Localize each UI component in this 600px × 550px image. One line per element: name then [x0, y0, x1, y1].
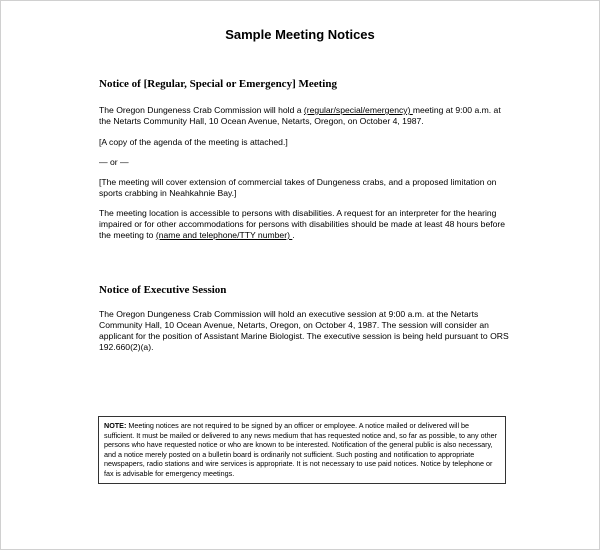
meeting-paragraph-accessibility — [99, 208, 509, 241]
text: The meeting location is accessible to persons with disabilities. A request for an interpreter for the hearing impaired or for other accommodations for persons with disabilities should be made at least 48 hours before the meeting to — [99, 208, 506, 240]
page-title: Sample Meeting Notices — [225, 27, 375, 42]
contact-placeholder: (name and telephone/TTY number) — [155, 230, 293, 240]
meeting-paragraph-agenda: [A copy of the agenda of the meeting is attached.] — [99, 137, 288, 147]
note-text: Meeting notices are not required to be signed by an officer or employee. A notice mailed or delivered will be sufficient. It must be mailed or delivered to any news medium that has requested notice and, so far as possible, to any other persons who have requested notice or who are known to be interested. Notification of the general public is also necessary, and a notice merely posted on a bulletin board is ordinarily not sufficient. Such posting and notification to appropriate newspapers, radio stations and wire services is appropriate. It is not necessary to use paid notices. Notice by telephone or fax is advisable for emergency meetings. — [104, 421, 497, 478]
note-label: NOTE: — [104, 421, 127, 430]
meeting-paragraph-1 — [99, 105, 509, 127]
or-separator: — or — — [99, 157, 129, 167]
meeting-type-placeholder: (regular/special/emergency) — [303, 105, 413, 115]
executive-paragraph: The Oregon Dungeness Crab Commission will hold an executive session at 9:00 a.m. at the Netarts Community Hall, 10 Ocean Avenue, Netarts, Oregon, on October 4, 1987. The session will consider an applicant for the position of Assistant Marine Biologist. The executive session is being held pursuant to ORS 192.660(2)(a). — [99, 309, 509, 352]
text: The Oregon Dungeness Crab Commission will hold a — [99, 105, 304, 115]
text: meeting at 9:00 a.m. at the Netarts Community Hall, 10 Ocean Avenue, Netarts, Oregon, on October 4, 1987. — [99, 105, 501, 126]
section-heading-meeting: Notice of [Regular, Special or Emergency] Meeting — [99, 78, 337, 90]
meeting-paragraph-topics: [The meeting will cover extension of commercial takes of Dungeness crabs, and a proposed limitation on sports crabbing in Neahkahnie Bay.] — [99, 177, 497, 198]
text: . — [292, 230, 295, 240]
note-box — [98, 416, 506, 484]
section-heading-executive: Notice of Executive Session — [99, 284, 227, 296]
